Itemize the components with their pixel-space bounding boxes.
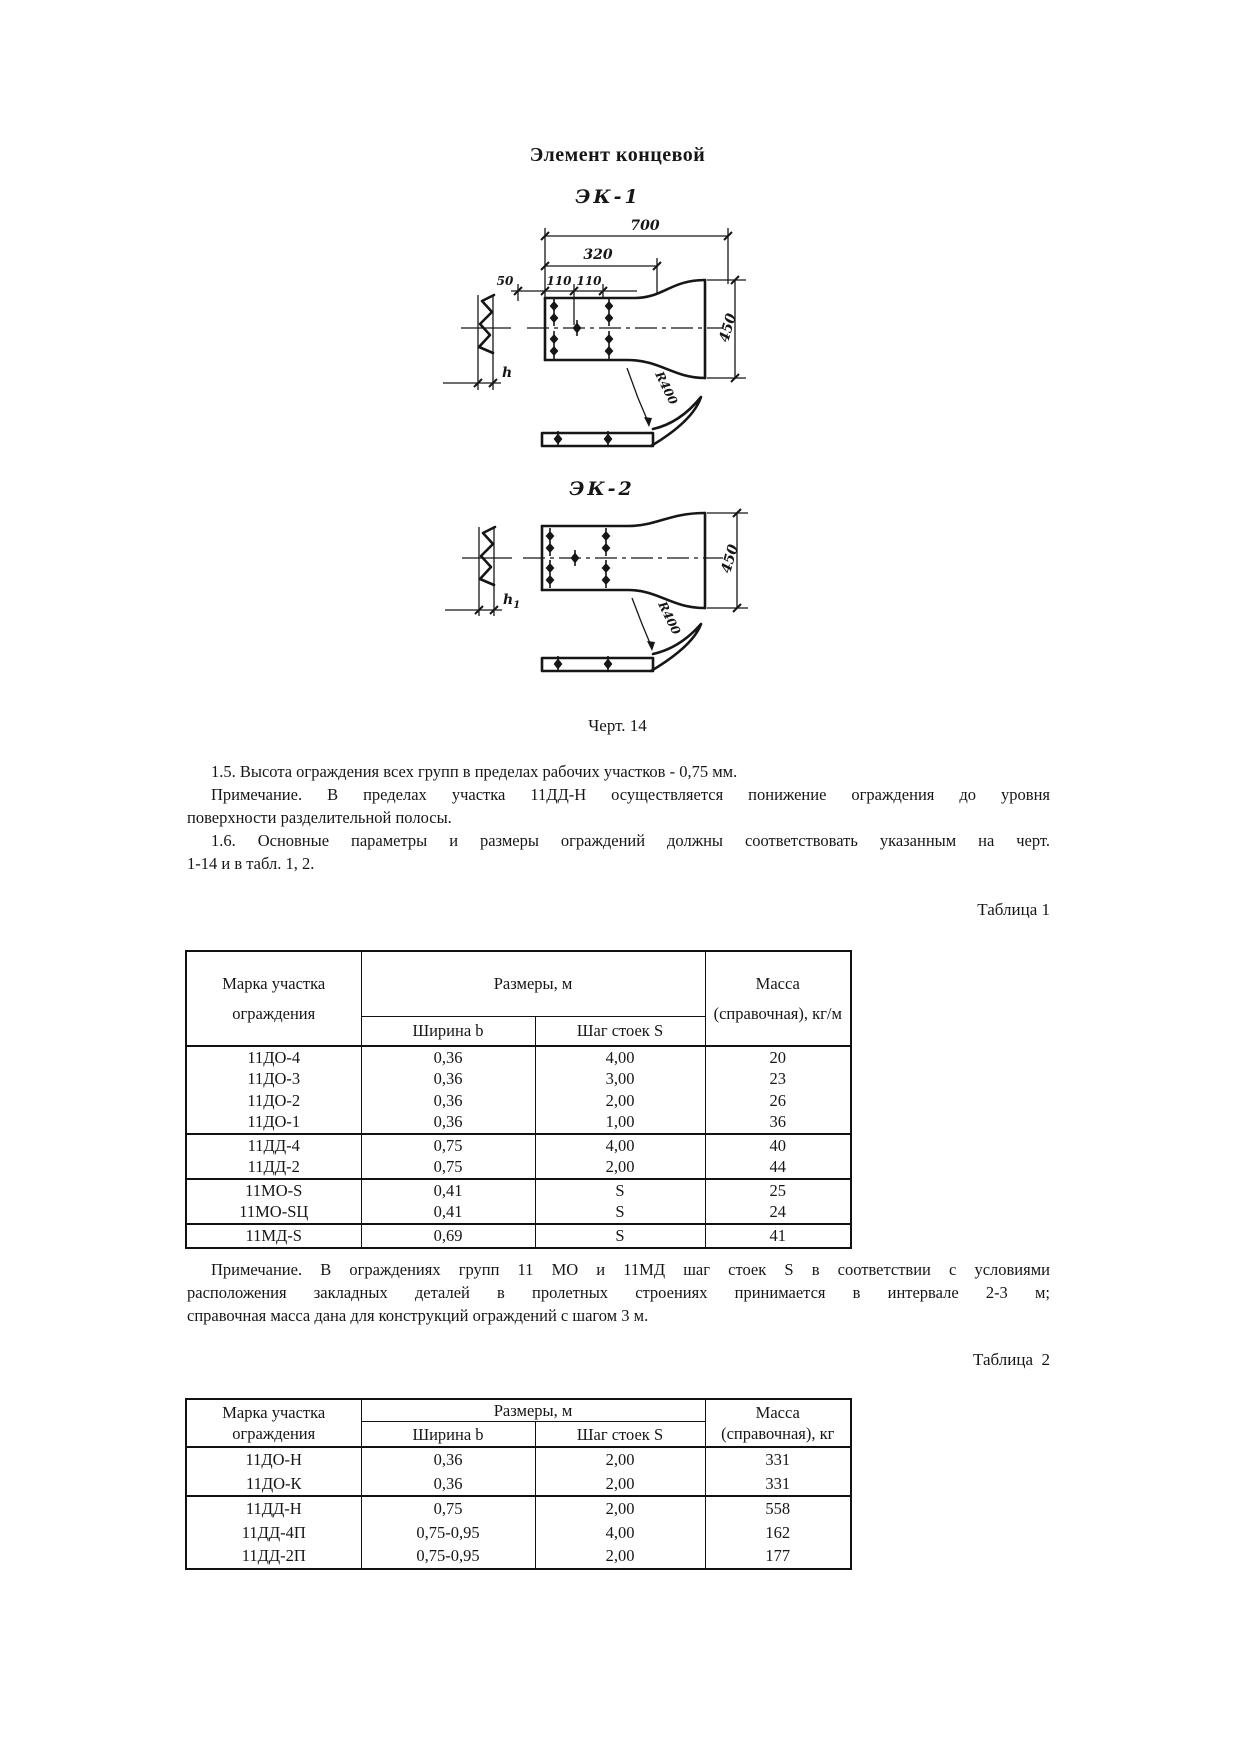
wbeam-profile-section <box>443 295 512 390</box>
drawing-ek1 <box>405 158 785 460</box>
table-row: 11ДО-4 0,36 4,00 20 <box>186 1046 851 1069</box>
radius-leader <box>632 598 684 651</box>
figure-caption: Черт. 14 <box>588 716 647 735</box>
table-row: 11ДД-2 0,75 2,00 44 <box>186 1157 851 1180</box>
svg-text:450: 450 <box>716 311 740 345</box>
table2 <box>185 1398 852 1570</box>
table-row: 11ДД-Н 0,75 2,00 558 <box>186 1496 851 1521</box>
table1-header-width: Ширина b <box>361 1017 535 1047</box>
table-row: 11ДО-3 0,36 3,00 23 <box>186 1069 851 1091</box>
table1-caption: Таблица 1 <box>977 900 1050 919</box>
dimension-450 <box>707 509 748 612</box>
paragraph-line: 1-14 и в табл. 1, 2. <box>187 854 315 873</box>
svg-text:110: 110 <box>546 274 572 288</box>
paragraph-line: Примечание. В пределах участка 11ДД-Н осуществляется понижение ограждения до уровня <box>211 785 1050 804</box>
paragraph-line: поверхности разделительной полосы. <box>187 808 452 827</box>
paragraph-line: 1.6. Основные параметры и размеры ограждений должны соответствовать указанным на черт. <box>211 831 1050 850</box>
body-text <box>187 760 1050 875</box>
svg-text:50: 50 <box>496 274 514 288</box>
note-line: Примечание. В ограждениях групп 11 МО и 11МД шаг стоек S в соответствии с условиями <box>211 1260 1050 1279</box>
table1-header-sizes: Размеры, м <box>361 951 705 1017</box>
plan-outline <box>527 280 723 378</box>
svg-text:110: 110 <box>576 274 602 288</box>
table2-caption: Таблица 2 <box>973 1350 1050 1369</box>
profile-height-label: h <box>502 365 513 381</box>
table2-header-step: Шаг стоек S <box>535 1422 705 1448</box>
plan-outline <box>523 513 723 608</box>
svg-text:320: 320 <box>583 247 613 263</box>
table1-header-step: Шаг стоек S <box>535 1017 705 1047</box>
drawing-label: ЭК-2 <box>569 478 635 500</box>
note-line: справочная масса дана для конструкций ограждений с шагом 3 м. <box>187 1306 649 1325</box>
paragraph-line: 1.5. Высота ограждения всех групп в пределах рабочих участков - 0,75 мм. <box>211 762 738 781</box>
radius-label: R400 <box>655 599 684 637</box>
table1 <box>185 950 852 1249</box>
radius-label: R400 <box>652 369 681 407</box>
table-row: 11МО-S 0,41 S 25 <box>186 1179 851 1202</box>
table1-header-mass: Масса (справочная), кг/м <box>705 951 851 1046</box>
table-row: 11ДО-1 0,36 1,00 36 <box>186 1112 851 1135</box>
svg-text:700: 700 <box>630 218 660 234</box>
table-row: 11ДО-2 0,36 2,00 26 <box>186 1090 851 1112</box>
table-row: 11ДО-К 0,36 2,00 331 <box>186 1472 851 1497</box>
note-text <box>187 1258 1050 1327</box>
svg-text:450: 450 <box>718 542 742 576</box>
dimension-450 <box>707 276 746 382</box>
table-row: 11ДД-2П 0,75-0,95 2,00 177 <box>186 1544 851 1569</box>
dimension-holes <box>497 274 637 325</box>
radius-leader <box>627 368 681 427</box>
table-row: 11ДД-4П 0,75-0,95 4,00 162 <box>186 1521 851 1545</box>
drawing-label: ЭК-1 <box>575 186 641 208</box>
table2-header-mass: Масса (справочная), кг <box>705 1399 851 1447</box>
table-row: 11ДД-4 0,75 4,00 40 <box>186 1134 851 1157</box>
wbeam-profile-section <box>445 527 520 616</box>
drawing-ek2 <box>405 438 785 678</box>
figure-title: Элемент концевой <box>529 144 706 166</box>
table2-header-width: Ширина b <box>361 1422 535 1448</box>
table2-header-sizes: Размеры, м <box>361 1399 705 1422</box>
table-row: 11ДО-Н 0,36 2,00 331 <box>186 1447 851 1472</box>
table1-header-mark: Марка участка ограждения <box>186 951 361 1046</box>
table-row: 11МД-S 0,69 S 41 <box>186 1224 851 1248</box>
table2-header-mark: Марка участка ограждения <box>186 1399 361 1447</box>
profile-height-label: $h_1$ <box>503 592 521 611</box>
table-row: 11МО-SЦ 0,41 S 24 <box>186 1202 851 1225</box>
note-line: расположения закладных деталей в пролетных строениях принимается в интервале 2-3 м; <box>187 1283 1050 1302</box>
